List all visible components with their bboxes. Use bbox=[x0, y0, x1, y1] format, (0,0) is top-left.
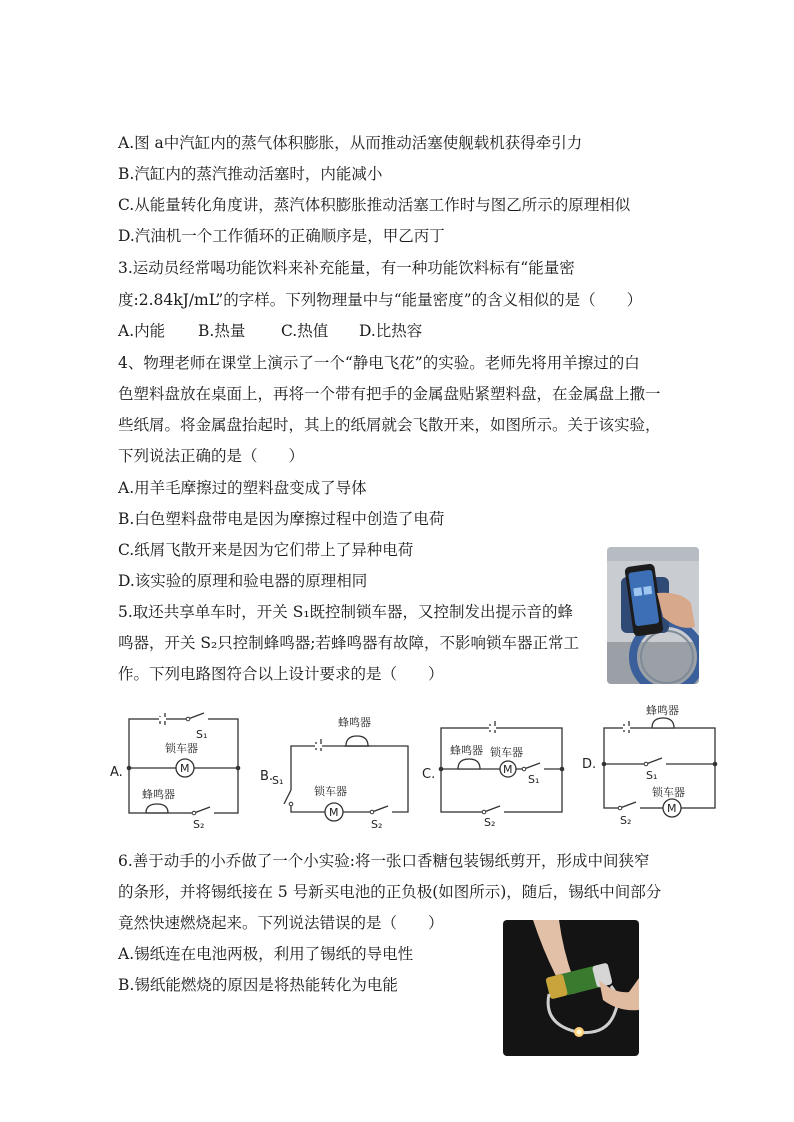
circuit-a-lock-label: 锁车器 bbox=[165, 742, 198, 755]
q4-option-a: A.用羊毛摩擦过的塑料盘变成了导体 bbox=[118, 479, 367, 497]
q4-stem-line1: 4、物理老师在课堂上演示了一个“静电飞花”的实验。老师先将用羊擦过的白 bbox=[118, 354, 640, 372]
circuit-b-s2-label: S₂ bbox=[371, 818, 383, 831]
q3-option-d: D.比热容 bbox=[359, 322, 423, 340]
circuit-d-label: D. bbox=[582, 757, 597, 772]
circuit-a-label: A. bbox=[110, 765, 123, 780]
circuit-d-s2-label: S₂ bbox=[620, 814, 632, 827]
q3-stem-line1: 3.运动员经常喝功能饮料来补充能量，有一种功能饮料标有“能量密 bbox=[118, 259, 575, 277]
circuit-a-s2-label: S₂ bbox=[193, 818, 205, 831]
q2-option-a: A.图 a中汽缸内的蒸气体积膨胀，从而推动活塞使舰载机获得牵引力 bbox=[118, 134, 583, 152]
q4-stem-line3: 些纸屑。将金属盘抬起时，其上的纸屑就会飞散开来，如图所示。关于该实验， bbox=[118, 416, 661, 434]
circuit-diagram-c bbox=[420, 718, 570, 830]
q6-stem-line2: 的条形，并将锡纸接在 5 号新买电池的正负极(如图所示)，随后，锡纸中间部分 bbox=[118, 883, 662, 901]
circuit-d-motor-icon: M bbox=[667, 802, 677, 815]
q3-options bbox=[118, 321, 422, 341]
q6-option-b: B.锡纸能燃烧的原因是将热能转化为电能 bbox=[118, 976, 398, 994]
circuit-a-motor-icon: M bbox=[180, 762, 190, 775]
circuit-c-label: C. bbox=[422, 767, 436, 782]
circuit-c-s2-label: S₂ bbox=[484, 816, 496, 829]
q4-stem-line2: 色塑料盘放在桌面上，再将一个带有把手的金属盘贴紧塑料盘，在金属盘上撒一 bbox=[118, 385, 661, 403]
circuit-b-label: B. bbox=[260, 769, 274, 784]
circuit-c-s1-label: S₁ bbox=[528, 773, 540, 786]
q3-option-a: A.内能 bbox=[118, 322, 166, 340]
q5-stem-line2: 鸣器，开关 S₂只控制蜂鸣器;若蜂鸣器有故障，不影响锁车器正常工 bbox=[118, 634, 579, 652]
circuit-d-lock-label: 锁车器 bbox=[652, 786, 685, 799]
tin-foil-battery-photo bbox=[503, 920, 639, 1056]
circuit-diagram-b bbox=[258, 712, 418, 832]
q4-option-d: D.该实验的原理和验电器的原理相同 bbox=[118, 572, 368, 590]
circuit-d-s1-label: S₁ bbox=[646, 769, 658, 782]
q6-stem-line1: 6.善于动手的小乔做了一个小实验:将一张口香糖包装锡纸剪开，形成中间狭窄 bbox=[118, 852, 650, 870]
circuit-a-s1-label: S₁ bbox=[196, 728, 208, 741]
q2-option-b: B.汽缸内的蒸汽推动活塞时，内能减小 bbox=[118, 165, 383, 183]
circuit-b-buzzer-label: 蜂鸣器 bbox=[338, 716, 371, 729]
q2-option-c: C.从能量转化角度讲，蒸汽体积膨胀推动活塞工作时与图乙所示的原理相似 bbox=[118, 196, 631, 214]
circuit-c-buzzer-label: 蜂鸣器 bbox=[450, 744, 483, 757]
q5-stem-line3: 作。下列电路图符合以上设计要求的是（ ） bbox=[118, 665, 444, 683]
q5-stem-line1: 5.取还共享单车时，开关 S₁既控制锁车器，又控制发出提示音的蜂 bbox=[118, 603, 574, 621]
circuit-a-buzzer-label: 蜂鸣器 bbox=[142, 788, 175, 801]
bike-share-photo bbox=[607, 547, 699, 684]
q3-option-c: C.热值 bbox=[281, 322, 329, 340]
circuit-b-lock-label: 锁车器 bbox=[314, 785, 347, 798]
circuit-d-buzzer-label: 蜂鸣器 bbox=[646, 704, 679, 717]
circuit-diagram-d bbox=[580, 700, 730, 830]
q2-option-d: D.汽油机一个工作循环的正确顺序是，甲乙丙丁 bbox=[118, 227, 445, 245]
q6-stem-line3: 竟然快速燃烧起来。下列说法错误的是（ ） bbox=[118, 914, 444, 932]
q4-stem-line4: 下列说法正确的是（ ） bbox=[118, 447, 305, 465]
circuit-b-motor-icon: M bbox=[329, 806, 339, 819]
circuit-b-s1-label: S₁ bbox=[272, 774, 284, 787]
q3-stem-line2: 度:2.84kJ/mL”的字样。下列物理量中与“能量密度”的含义相似的是（ ） bbox=[118, 291, 643, 309]
circuit-c-lock-label: 锁车器 bbox=[490, 746, 523, 759]
q3-option-b: B.热量 bbox=[198, 322, 246, 340]
circuit-diagram-a bbox=[108, 708, 248, 830]
q6-option-a: A.锡纸连在电池两极，利用了锡纸的导电性 bbox=[118, 945, 414, 963]
q4-option-b: B.白色塑料盘带电是因为摩擦过程中创造了电荷 bbox=[118, 510, 445, 528]
circuit-c-motor-icon: M bbox=[503, 763, 513, 776]
q4-option-c: C.纸屑飞散开来是因为它们带上了异种电荷 bbox=[118, 541, 414, 559]
